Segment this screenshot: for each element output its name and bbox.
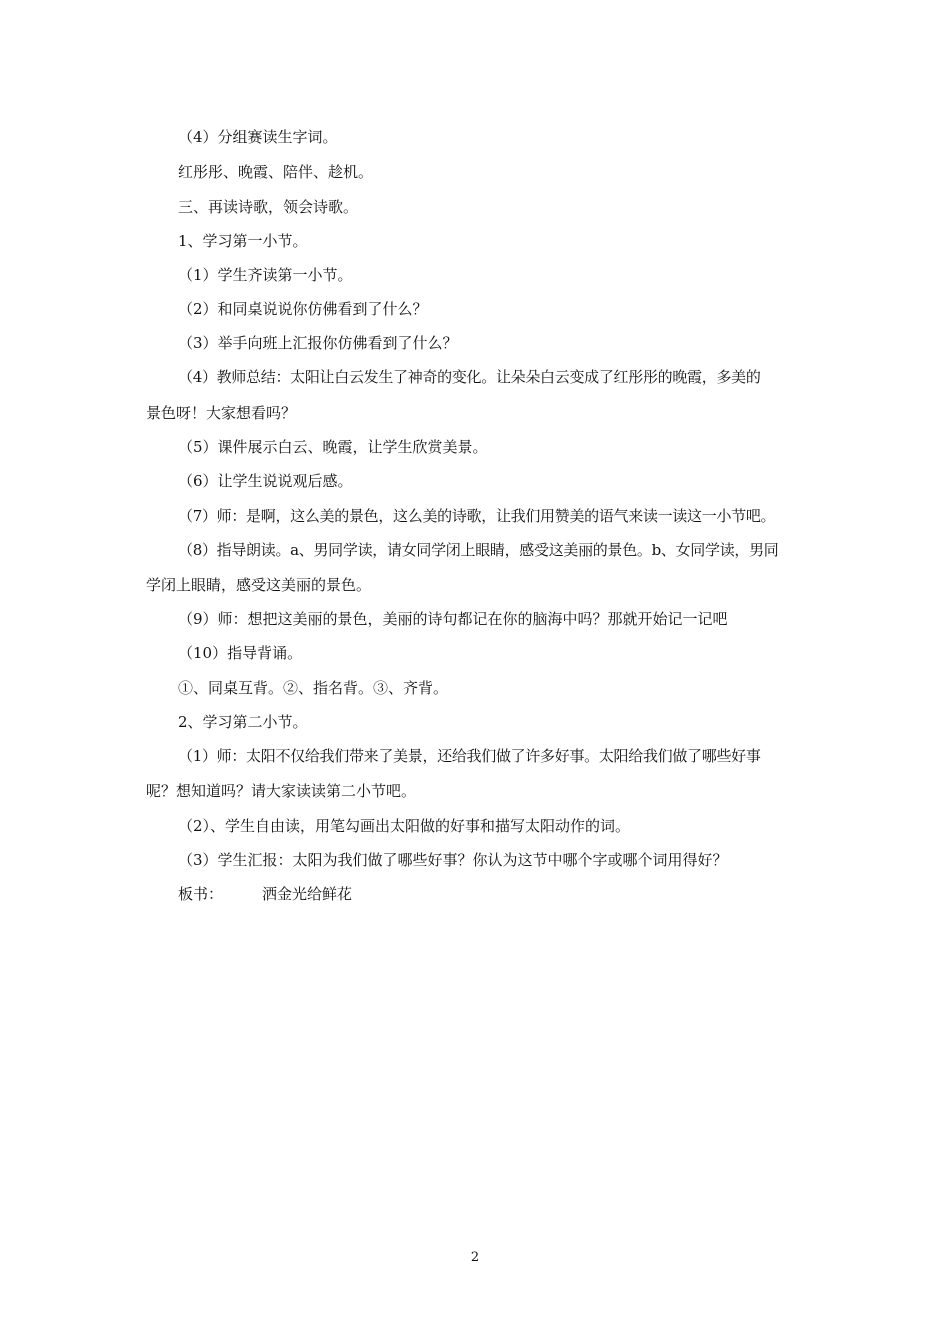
paragraph-2-3: （3）学生汇报：太阳为我们做了哪些好事？你认为这节中哪个字或哪个词用得好？ [178, 851, 728, 869]
paragraph-1-4-line1: （4）教师总结：太阳让白云发生了神奇的变化。让朵朵白云变成了红彤彤的晚霞，多美的 [178, 368, 761, 386]
paragraph-1-8-line2: 学闭上眼睛，感受这美丽的景色。 [146, 576, 372, 594]
page-number: 2 [470, 1250, 480, 1265]
paragraph-recitation: ①、同桌互背。②、指名背。③、齐背。 [178, 679, 449, 697]
paragraph-1-3: （3）举手向班上汇报你仿佛看到了什么？ [178, 334, 458, 352]
paragraph-1-2: （2）和同桌说说你仿佛看到了什么？ [178, 300, 428, 318]
section-heading-3: 三、再读诗歌，领会诗歌。 [178, 198, 359, 216]
subsection-heading-2: 2、学习第二小节。 [178, 713, 308, 731]
blackboard-notes [178, 885, 826, 903]
paragraph-1-8-line1: （8）指导朗读。a、男同学读，请女同学闭上眼睛，感受这美丽的景色。b、女同学读，男同 [178, 541, 779, 559]
blackboard-content: 洒金光给鲜花 [262, 885, 353, 903]
paragraph-1-6: （6）让学生说说观后感。 [178, 472, 353, 490]
paragraph-1-10: （10）指导背诵。 [178, 644, 303, 662]
paragraph-1-7: （7）师：是啊，这么美的景色，这么美的诗歌，让我们用赞美的语气来读一读这一小节吧。 [178, 507, 776, 525]
paragraph-2-1-line1: （1）师：太阳不仅给我们带来了美景，还给我们做了许多好事。太阳给我们做了哪些好事 [178, 747, 761, 765]
subsection-heading-1: 1、学习第一小节。 [178, 232, 308, 250]
blackboard-label: 板书： [178, 885, 224, 903]
paragraph-step-4: （4）分组赛读生字词。 [178, 128, 338, 146]
paragraph-2-1-line2: 呢？想知道吗？请大家读读第二小节吧。 [146, 782, 417, 800]
paragraph-1-1: （1）学生齐读第一小节。 [178, 266, 353, 284]
paragraph-vocab-list: 红彤彤、晚霞、陪伴、趁机。 [178, 163, 374, 181]
paragraph-1-9: （9）师：想把这美丽的景色，美丽的诗句都记在你的脑海中吗？那就开始记一记吧 [178, 610, 728, 628]
paragraph-1-4-line2: 景色呀！大家想看吗？ [146, 404, 297, 422]
paragraph-1-5: （5）课件展示白云、晚霞，让学生欣赏美景。 [178, 438, 488, 456]
paragraph-2-2: （2）、学生自由读，用笔勾画出太阳做的好事和描写太阳动作的词。 [178, 817, 631, 835]
